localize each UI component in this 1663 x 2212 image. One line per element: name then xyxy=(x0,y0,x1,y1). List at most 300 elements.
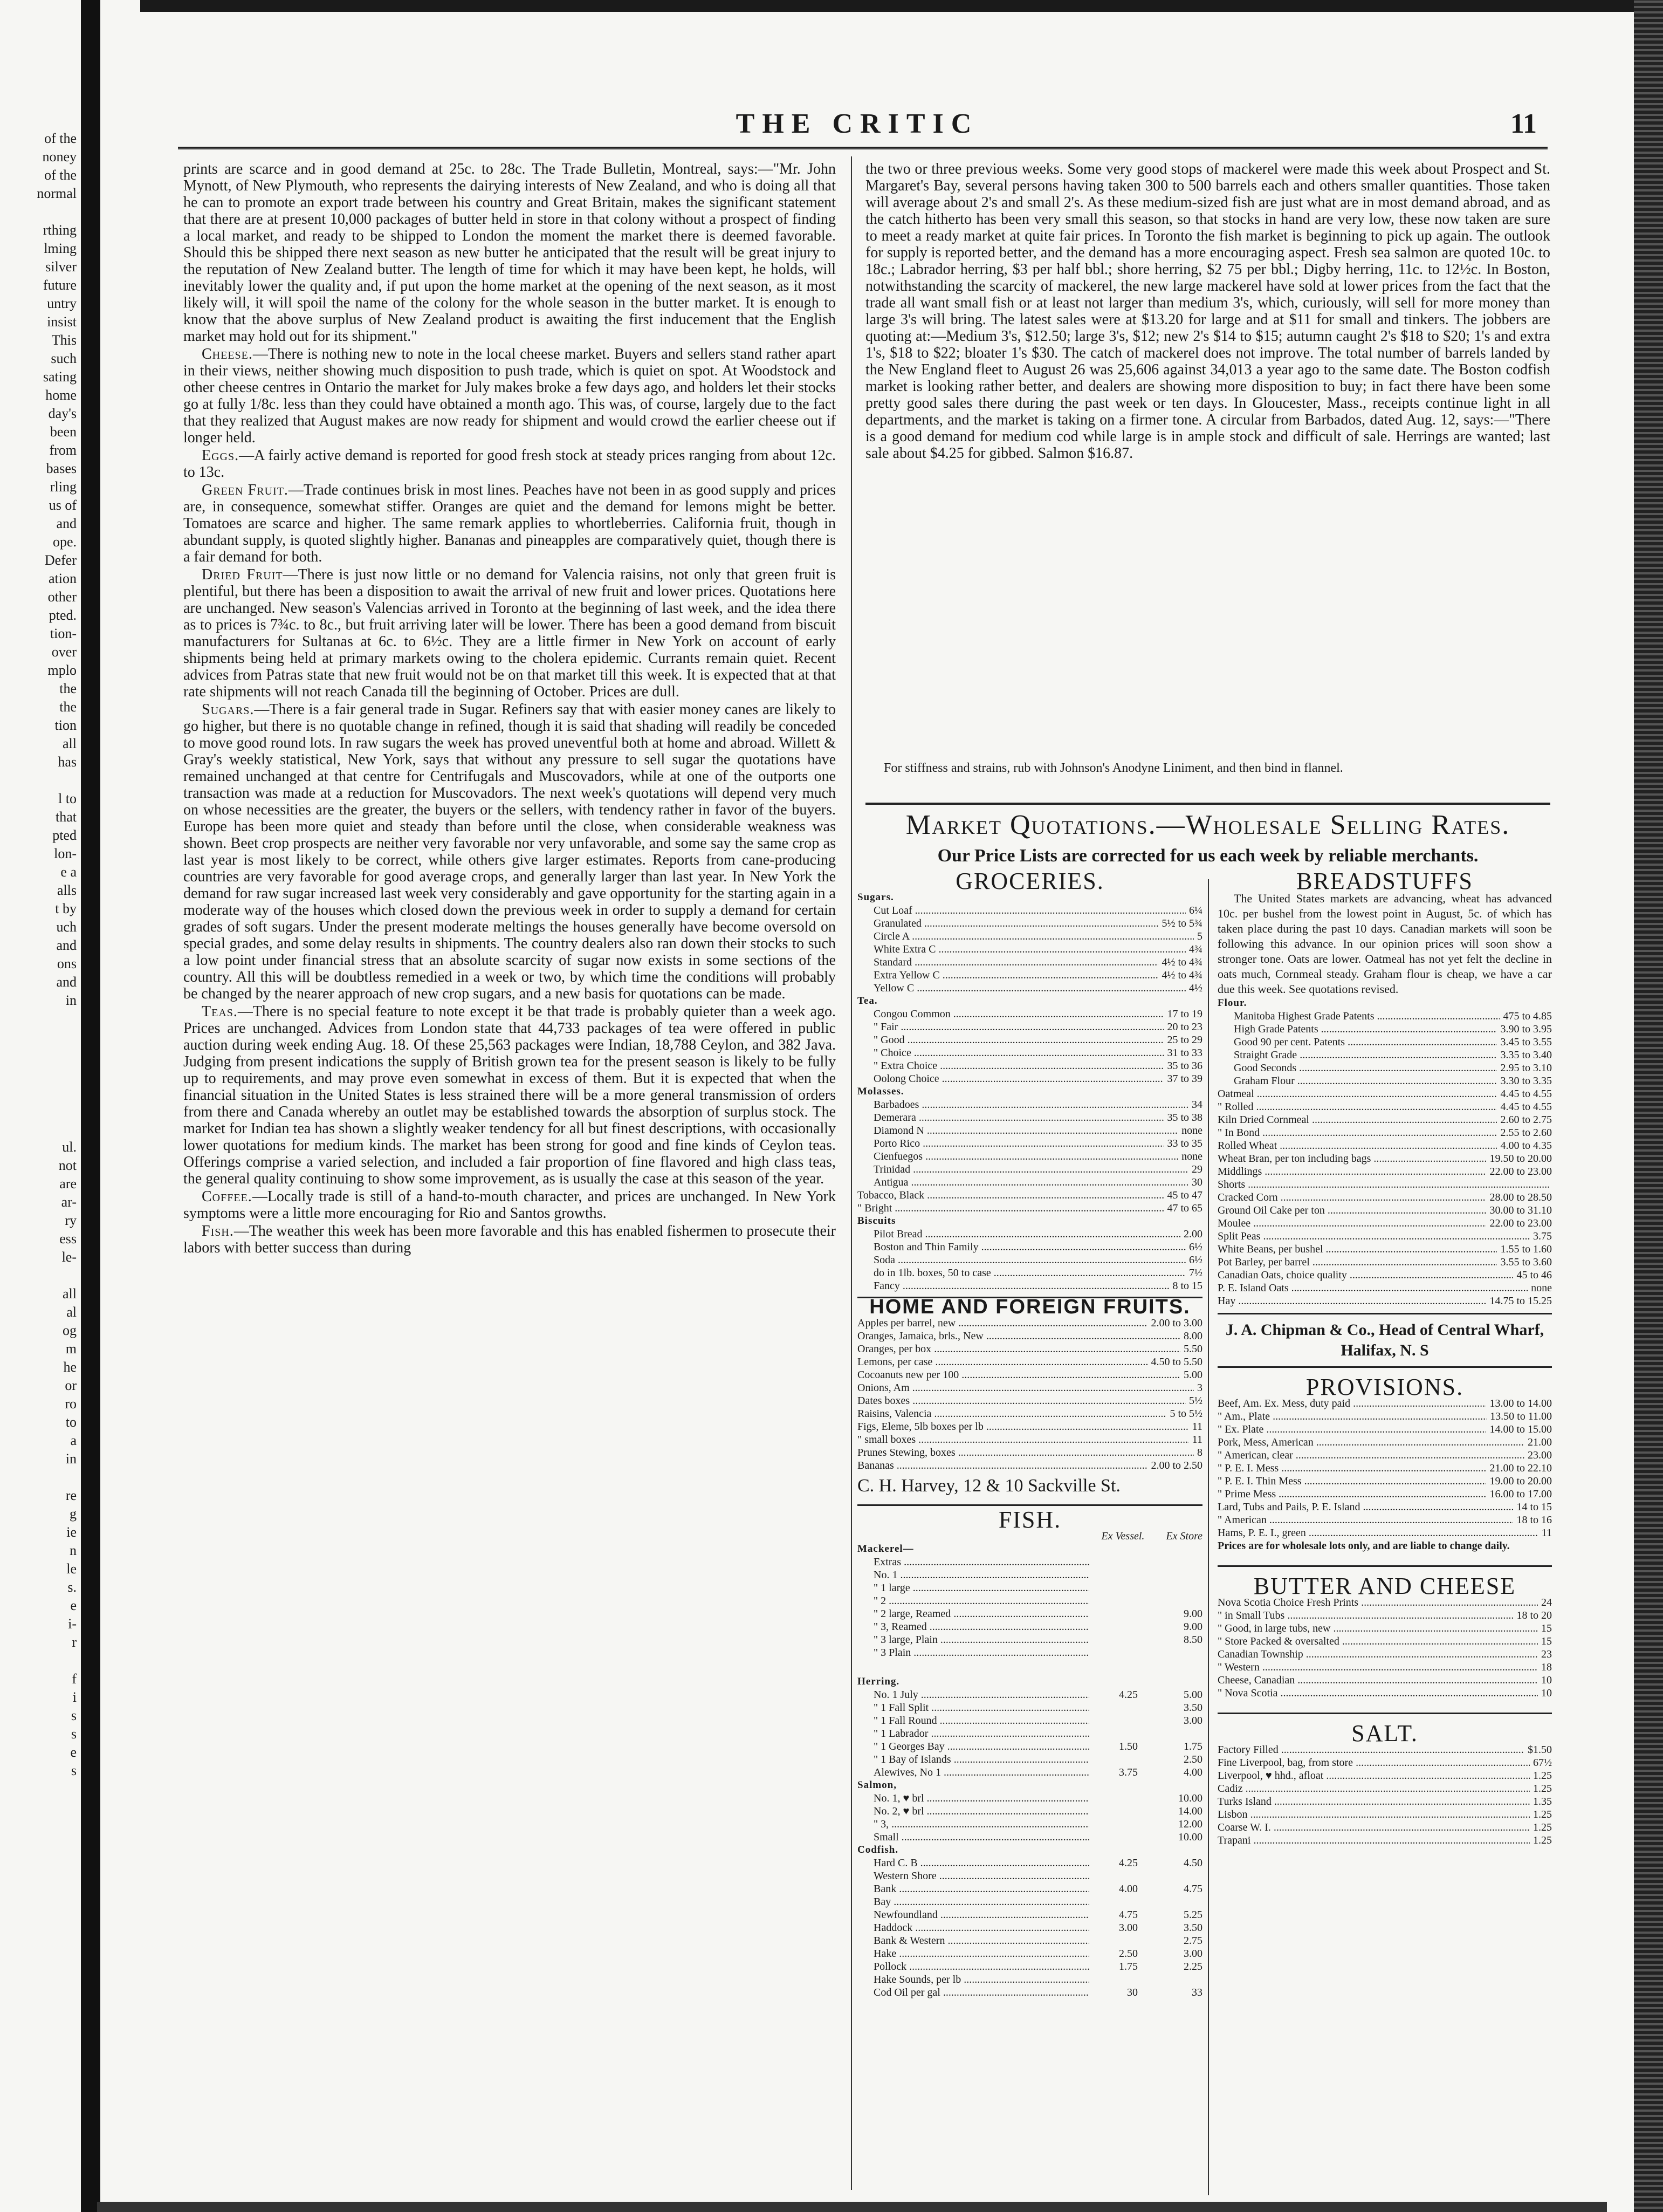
item-name: Coarse W. I. ..... xyxy=(1218,1821,1530,1834)
item-price: 18 to 16 xyxy=(1516,1514,1552,1526)
margin-fragment xyxy=(0,1065,81,1083)
ex-store-price: 2.25 xyxy=(1184,1961,1202,1973)
price-row xyxy=(1218,1423,1552,1436)
fish-name: Bay ..... xyxy=(874,1895,1089,1908)
item-price: 2.00 to 2.50 xyxy=(1151,1460,1202,1471)
item-name: Raisins, Valencia ..... xyxy=(857,1407,1166,1420)
margin-fragment: ation xyxy=(49,571,77,586)
margin-fragment: s xyxy=(71,1763,77,1778)
market-column-rule xyxy=(1208,879,1209,2195)
fish-name: Western Shore ..... xyxy=(874,1869,1089,1882)
item-name: Middlings ..... xyxy=(1218,1165,1486,1178)
item-name: Cocoanuts new per 100 ..... xyxy=(857,1368,1180,1381)
item-price: none xyxy=(1181,1150,1202,1162)
item-name: " In Bond ..... xyxy=(1218,1126,1497,1139)
margin-fragment xyxy=(0,1046,81,1065)
molasses-label: Molasses. xyxy=(857,1086,904,1097)
ex-store-price: 9.00 xyxy=(1184,1608,1202,1620)
margin-fragment: of the xyxy=(44,167,77,183)
margin-fragment xyxy=(0,203,81,221)
margin-fragment: rthing xyxy=(43,222,77,238)
fish-name: Newfoundland ..... xyxy=(874,1908,1089,1921)
fruits-title: HOME AND FOREIGN FRUITS. xyxy=(869,1296,1191,1318)
price-row xyxy=(1218,1191,1552,1204)
masthead-title: THE CRITIC xyxy=(736,108,979,139)
item-price: 1.25 xyxy=(1533,1783,1552,1795)
margin-fragment: all xyxy=(63,736,77,751)
item-price: 8 xyxy=(1197,1447,1202,1458)
fish-name: " 2 ..... xyxy=(874,1594,1089,1607)
item-price: 30.00 to 31.10 xyxy=(1489,1204,1552,1216)
fish-price-row xyxy=(857,1831,1202,1844)
item-price: 4.45 to 4.55 xyxy=(1500,1088,1552,1100)
fish-name: " 1 Georges Bay ..... xyxy=(874,1740,1089,1753)
ex-vessel-price xyxy=(1089,1973,1138,1986)
codfish-label: Codfish. xyxy=(857,1844,899,1855)
price-row xyxy=(857,1241,1202,1254)
margin-fragment: has xyxy=(58,754,77,770)
ex-vessel-price xyxy=(1089,1556,1138,1569)
item-price: 13.50 to 11.00 xyxy=(1490,1410,1552,1422)
fish-continued: the two or three previous weeks. Some very good stops of mackerel were made this week about Prospect and St. Margaret's Bay, several persons having taken 300 to 500 barrels each and others smaller quantities. Those taken will average about 2's and small 2's. As these medium-sized fish are just what are in most demand abroad, and as the catch hitherto has been very small this season, so that stocks in hand are very low, these now taken are sure to meet a ready market at quite fair prices. In Toronto the fish market is beginning to pick up again. The outlook for supply is reported better, and the demand has a more encouraging aspect. Fresh sea salmon are quoted 10c. to 18c.; Labrador herring, $3 per half bbl.; shore herring, $2 75 per bbl.; Digby herring, 11c. to 12½c. In Boston, notwithstanding the scarcity of mackerel, the new large mackerel have sold at lower prices from the fact that the trade all want small fish or at least not larger than medium 3's, which, curiously, will sell for more money than large 3's will bring. The latest sales were at $13.20 for large and at $11 for small and tinkers. The jobbers are quoting at:—Medium 3's, $12.50; large 3's, $12; new 2's $14 to $15; autumn caught 2's $18 to $20; 1's and extra 1's, $18 to $22; bloater 1's $30. The catch of mackerel does not improve. The total number of barrels landed by the New England fleet to August 26 was 25,606 against 34,013 a year ago to the same date. The Boston codfish market is looking rather better, and dealers are showing more disposition to buy; in fact there have been some pretty good sales there during the past week or ten days. In Gloucester, Mass., receipts continue light in all departments, and the market is taking on a firmer tone. A circular from Barbados, dated Aug. 12, says:—"There is a good demand for medium cod while large is in ample stock and difficult of sale. Herrings are wanted; last sale about $4.25 for gibbed. Salmon $16.87. xyxy=(865,161,1550,462)
item-price: 3.30 to 3.35 xyxy=(1500,1075,1552,1087)
item-price: 3.55 to 3.60 xyxy=(1500,1256,1552,1268)
dried-fruit-paragraph xyxy=(183,566,836,700)
molasses-list xyxy=(857,1098,1202,1189)
item-price: $1.50 xyxy=(1528,1744,1552,1756)
margin-fragment: noney xyxy=(42,149,77,165)
fish-name: Small ..... xyxy=(874,1831,1089,1844)
margin-fragment: not xyxy=(58,1158,77,1173)
ex-vessel-price: 1.50 xyxy=(1119,1741,1138,1752)
item-price: 25 to 29 xyxy=(1167,1034,1202,1046)
margin-fragment: mplo xyxy=(47,662,77,678)
fish-name: No. 1 ..... xyxy=(874,1569,1089,1581)
dried-fruit-heading: Dried Fruit xyxy=(202,566,283,583)
item-price: 35 to 36 xyxy=(1167,1060,1202,1072)
margin-fragment: e a xyxy=(60,864,77,880)
ex-store-price xyxy=(1138,1973,1202,1986)
ex-vessel-price xyxy=(1089,1633,1138,1646)
item-price: 6½ xyxy=(1189,1254,1202,1266)
price-row xyxy=(857,1124,1202,1137)
market-title: Market Quotations.—Wholesale Selling Rates. xyxy=(905,810,1510,840)
price-row xyxy=(1218,1230,1552,1243)
item-name: " Prime Mess ..... xyxy=(1218,1488,1486,1501)
margin-fragment: i xyxy=(72,1689,77,1705)
ex-store-price xyxy=(1138,1594,1202,1607)
item-name: Beef, Am. Ex. Mess, duty paid ..... xyxy=(1218,1397,1486,1410)
price-row xyxy=(1218,1635,1552,1648)
item-name: " Rolled ..... xyxy=(1218,1100,1497,1113)
item-price: 17 to 19 xyxy=(1167,1008,1202,1020)
item-price: 4.00 to 4.35 xyxy=(1500,1140,1552,1152)
price-row xyxy=(857,1407,1202,1420)
margin-fragment xyxy=(0,1120,81,1138)
item-name: " American ..... xyxy=(1218,1514,1513,1526)
fish-name: Bank ..... xyxy=(874,1882,1089,1895)
ex-vessel-price: 4.00 xyxy=(1119,1883,1138,1895)
ex-store-price xyxy=(1138,1646,1202,1659)
ex-store-price: 33 xyxy=(1192,1987,1202,1998)
margin-fragment: ess xyxy=(59,1231,77,1247)
fish-name: " 1 Fall Round ..... xyxy=(874,1714,1089,1727)
salt-title: SALT. xyxy=(1351,1720,1418,1747)
margin-fragment: and xyxy=(56,516,77,531)
ex-store-price xyxy=(1138,1727,1202,1740)
item-name: Apples per barrel, new ..... xyxy=(857,1317,1147,1330)
breadstuffs-title: BREADSTUFFS xyxy=(1296,868,1473,894)
item-price xyxy=(1549,1178,1552,1191)
fish-price-row xyxy=(857,1620,1202,1633)
fish-name: " 1 large ..... xyxy=(874,1581,1089,1594)
item-price: 5.00 xyxy=(1184,1369,1202,1381)
ex-vessel-price: 30 xyxy=(1127,1987,1138,1998)
margin-fragment xyxy=(0,771,81,790)
item-price: 24 xyxy=(1541,1597,1552,1608)
item-price: 4½ xyxy=(1189,982,1202,994)
ex-vessel-price xyxy=(1089,1934,1138,1947)
margin-fragment: insist xyxy=(47,314,77,330)
column-rule xyxy=(851,156,852,2190)
price-row xyxy=(1218,1526,1552,1539)
item-name: Prunes Stewing, boxes ..... xyxy=(857,1446,1194,1459)
margin-fragment: This xyxy=(51,332,77,348)
item-name: Liverpool, ♥ hhd., afloat ..... xyxy=(1218,1769,1530,1782)
price-row xyxy=(857,1098,1202,1111)
price-row xyxy=(1218,1475,1552,1488)
item-price: 2.55 to 2.60 xyxy=(1500,1127,1552,1139)
margin-fragment xyxy=(0,1266,81,1285)
ex-vessel-price xyxy=(1089,1805,1138,1818)
ex-vessel-price: 2.50 xyxy=(1119,1948,1138,1960)
item-price: 1.25 xyxy=(1533,1834,1552,1846)
ex-vessel-price xyxy=(1089,1869,1138,1882)
margin-fragment: g xyxy=(70,1506,77,1522)
margin-fragment: lon- xyxy=(54,846,77,861)
price-row xyxy=(1218,1243,1552,1256)
item-price: 3.35 to 3.40 xyxy=(1500,1049,1552,1061)
fish-name: Pollock ..... xyxy=(874,1960,1089,1973)
binding-shadow xyxy=(81,0,100,2212)
fish-name: No. 2, ♥ brl ..... xyxy=(874,1805,1089,1818)
tobacco-list xyxy=(857,1189,1202,1215)
left-page-fragments xyxy=(0,129,81,1780)
margin-fragment xyxy=(0,1652,81,1670)
price-row xyxy=(1218,1622,1552,1635)
butter-title: BUTTER AND CHEESE xyxy=(1253,1573,1516,1599)
price-row xyxy=(857,1202,1202,1215)
item-name: High Grade Patents ..... xyxy=(1234,1023,1497,1036)
fish-text: —The weather this week has been more favorable and this has enabled fishermen to prosecute their labors with better success than during xyxy=(183,1223,836,1256)
provisions-rule xyxy=(1218,1366,1552,1368)
fish-price-row xyxy=(857,1581,1202,1594)
item-name: Fine Liverpool, bag, from store ..... xyxy=(1218,1756,1530,1769)
item-name: Good Seconds ..... xyxy=(1234,1062,1497,1074)
margin-fragment: pted. xyxy=(49,607,77,623)
fish-name: " 3, ..... xyxy=(874,1818,1089,1831)
margin-fragment: silver xyxy=(45,259,77,275)
price-row xyxy=(1218,1074,1552,1087)
price-row xyxy=(857,969,1202,982)
price-row xyxy=(1218,1295,1552,1307)
price-row xyxy=(1218,1743,1552,1756)
fish-price-row xyxy=(857,1594,1202,1607)
fish-name: " 1 Bay of Islands ..... xyxy=(874,1753,1089,1766)
margin-fragment: ro xyxy=(65,1396,77,1412)
price-row xyxy=(1218,1462,1552,1475)
item-price: 11 xyxy=(1192,1434,1202,1446)
item-price: 16.00 to 17.00 xyxy=(1489,1488,1552,1500)
margin-fragment: other xyxy=(47,589,77,605)
flour-list xyxy=(1218,1010,1552,1087)
item-price: 1.25 xyxy=(1533,1821,1552,1833)
fish-price-row xyxy=(857,1688,1202,1701)
item-price: 5½ xyxy=(1189,1395,1202,1407)
ex-vessel-price xyxy=(1089,1620,1138,1633)
price-row xyxy=(1218,1010,1552,1023)
item-price: 10 xyxy=(1541,1687,1552,1699)
margin-fragment: a xyxy=(70,1433,77,1448)
item-price: 45 to 47 xyxy=(1167,1189,1202,1201)
price-row xyxy=(1218,1023,1552,1036)
item-price: 3 xyxy=(1197,1382,1202,1394)
item-name: " in Small Tubs ..... xyxy=(1218,1609,1513,1622)
item-name: Trinidad ..... xyxy=(874,1163,1188,1176)
item-name: Barbadoes ..... xyxy=(874,1098,1188,1111)
ex-vessel-price xyxy=(1089,1581,1138,1594)
item-price: 45 to 46 xyxy=(1516,1269,1552,1281)
fish-rule xyxy=(857,1504,1202,1506)
item-name: Pilot Bread ..... xyxy=(874,1228,1180,1241)
margin-fragment: tion- xyxy=(50,626,77,641)
item-name: Factory Filled ..... xyxy=(1218,1743,1524,1756)
market-subtitle: Our Price Lists are corrected for us each week by reliable merchants. xyxy=(937,846,1479,866)
item-name: Demerara ..... xyxy=(874,1111,1164,1124)
fish-paragraph xyxy=(183,1223,836,1256)
ex-store-price: 14.00 xyxy=(1178,1805,1202,1817)
item-name: Hams, P. E. I., green ..... xyxy=(1218,1526,1538,1539)
item-name: Pot Barley, per barrel ..... xyxy=(1218,1256,1497,1269)
item-price: 475 to 4.85 xyxy=(1503,1010,1552,1022)
item-name: Rolled Wheat ..... xyxy=(1218,1139,1497,1152)
item-price: 15 xyxy=(1541,1622,1552,1634)
margin-fragment: s xyxy=(71,1708,77,1723)
item-price: 4¾ xyxy=(1189,943,1202,955)
margin-fragment: are xyxy=(59,1176,77,1191)
fish-name: Alewives, No 1 ..... xyxy=(874,1766,1089,1779)
price-row xyxy=(1218,1449,1552,1462)
price-row xyxy=(857,956,1202,969)
item-name: " Nova Scotia ..... xyxy=(1218,1687,1538,1700)
margin-fragment: i- xyxy=(68,1616,77,1632)
item-price: 7½ xyxy=(1189,1267,1202,1279)
ex-vessel-price xyxy=(1089,1895,1138,1908)
ex-vessel-price: 3.00 xyxy=(1119,1922,1138,1934)
fish-name: Hake ..... xyxy=(874,1947,1089,1960)
price-row xyxy=(1218,1821,1552,1834)
margin-fragment: in xyxy=(65,1451,77,1467)
salmon-list xyxy=(857,1792,1202,1844)
price-row xyxy=(857,1433,1202,1446)
item-price: 11 xyxy=(1541,1527,1552,1539)
price-row xyxy=(857,1266,1202,1279)
codfish-list xyxy=(857,1857,1202,1999)
item-name: Granulated ..... xyxy=(874,917,1158,930)
cheese-text: —There is nothing new to note in the local cheese market. Buyers and sellers stand rather apart in their views, neither showing much disposition to push trade, which is quiet on spot. At Woodstock and other cheese centres in Ontario the market for July makes broke a few days ago, and holders let their stocks go at fully 1/8c. less than they could have obtained a month ago. This was, of course, largely due to the fact that they realized that August makes are now ready for shipment and would crowd the earlier cheese out if longer held. xyxy=(183,346,836,446)
item-price: 6¼ xyxy=(1189,905,1202,916)
item-name: Canadian Township ..... xyxy=(1218,1648,1538,1661)
item-price: 35 to 38 xyxy=(1167,1112,1202,1124)
price-row xyxy=(1218,1397,1552,1410)
scan-right-edge xyxy=(1634,0,1663,2212)
price-row xyxy=(857,1446,1202,1459)
ex-vessel-price: 3.75 xyxy=(1119,1766,1138,1778)
fish-price-row xyxy=(857,1701,1202,1714)
margin-fragment: in xyxy=(65,992,77,1008)
margin-fragment: alls xyxy=(57,882,77,898)
price-row xyxy=(857,1137,1202,1150)
margin-fragment: rling xyxy=(50,479,77,495)
price-row xyxy=(857,1059,1202,1072)
price-row xyxy=(1218,1165,1552,1178)
fish-price-row xyxy=(857,1646,1202,1659)
fish-price-row xyxy=(857,1569,1202,1581)
item-price: 18 to 20 xyxy=(1516,1610,1552,1621)
margin-fragment xyxy=(0,1101,81,1120)
fish-name: " 3 large, Plain ..... xyxy=(874,1633,1089,1646)
coffee-paragraph xyxy=(183,1188,836,1222)
item-name: Onions, Am ..... xyxy=(857,1381,1194,1394)
price-row xyxy=(857,1072,1202,1085)
scan-top-edge xyxy=(140,0,1663,12)
item-price: 5.50 xyxy=(1184,1343,1202,1355)
margin-fragment: untry xyxy=(47,296,77,311)
price-row xyxy=(1218,1256,1552,1269)
price-row xyxy=(857,1176,1202,1189)
price-row xyxy=(857,1228,1202,1241)
item-name: Circle A ..... xyxy=(874,930,1194,943)
margin-fragment: ie xyxy=(66,1524,77,1540)
provisions-title: PROVISIONS. xyxy=(1305,1374,1464,1400)
fish-name: No. 1 July ..... xyxy=(874,1688,1089,1701)
sugars-heading: Sugars. xyxy=(202,701,255,718)
item-price: 33 to 35 xyxy=(1167,1138,1202,1149)
fish-price-row xyxy=(857,1908,1202,1921)
item-name: Canadian Oats, choice quality ..... xyxy=(1218,1269,1513,1282)
margin-fragment: he xyxy=(63,1359,77,1375)
item-name: Manitoba Highest Grade Patents ..... xyxy=(1234,1010,1500,1023)
item-name: " P. E. I. Thin Mess ..... xyxy=(1218,1475,1486,1488)
item-price: none xyxy=(1181,1125,1202,1136)
fish-price-row xyxy=(857,1753,1202,1766)
ex-store-header: Ex Store xyxy=(1166,1530,1202,1542)
price-row xyxy=(1218,1139,1552,1152)
price-row xyxy=(1218,1152,1552,1165)
margin-fragment: of the xyxy=(44,131,77,146)
chipman-rule xyxy=(1218,1313,1552,1314)
item-name: " Choice ..... xyxy=(874,1046,1164,1059)
item-name: Hay ..... xyxy=(1218,1295,1486,1307)
fish-price-row xyxy=(857,1714,1202,1727)
fish-title: FISH. xyxy=(998,1506,1062,1533)
fish-price-row xyxy=(857,1921,1202,1934)
price-row xyxy=(1218,1782,1552,1795)
mackerel-label: Mackerel— xyxy=(857,1543,914,1554)
price-row xyxy=(857,1394,1202,1407)
item-name: Good 90 per cent. Patents ..... xyxy=(1234,1036,1497,1049)
item-name: Boston and Thin Family ..... xyxy=(874,1241,1186,1254)
ex-vessel-price xyxy=(1089,1594,1138,1607)
margin-fragment: tion xyxy=(54,717,77,733)
margin-fragment: over xyxy=(51,644,77,660)
price-row xyxy=(1218,1436,1552,1449)
fish-price-row xyxy=(857,1818,1202,1831)
margin-fragment: future xyxy=(43,277,77,293)
price-row xyxy=(1218,1661,1552,1674)
ex-store-price: 4.75 xyxy=(1184,1883,1202,1895)
fish-name: Cod Oil per gal ..... xyxy=(874,1986,1089,1999)
price-row xyxy=(1218,1596,1552,1609)
green-fruit-paragraph xyxy=(183,482,836,565)
item-name: Cut Loaf ..... xyxy=(874,904,1186,917)
item-name: Antigua ..... xyxy=(874,1176,1188,1189)
item-name: Oolong Choice ..... xyxy=(874,1072,1164,1085)
margin-fragment: all xyxy=(63,1286,77,1302)
article-column-1 xyxy=(183,161,836,1257)
item-price: 20 to 23 xyxy=(1167,1021,1202,1033)
market-left-column xyxy=(857,868,1202,1999)
sugars-text: —There is a fair general trade in Sugar. Refiners say that with easier money canes are likely to go higher, but there is no quotable change in refined, though it is said that shading will readily be conceded to move good round lots. In raw sugars the week has proved uneventful both at home and abroad. Willett & Gray's weekly statistical, New York, says that without any pressure to sell sugar the quotations have remained unchanged at that centre for Centrifugals and Muscovadors, while at one of the outports one transaction was made at a reduction for Muscovadors. The next week's quotations will depend very much on whose necessities are the greater, the buyers or the sellers, with tendency rather in favor of the buyers. Europe has been more quiet and steady than before until the close, when considerable weakness was shown. Beet crop prospects are neither very favorable nor very unfavorable, and some say the same crop as last year is most likely to be correct, while others give larger estimates. Reports from cane-producing countries are very favorable for good average crops, and generally larger than last year. In New York the demand for raw sugar increased last week very considerably and gave opportunity for the starting again in a moderate way of the houses which closed down the previous week in order to supply a demand for certain grades of soft sugars. Under the present moderate meltings the houses generally have become oversold on special grades, and some delay results in shipments. The country dealers also ran down their stocks to such a low point under financial stress that an absolute scarcity of sugar now exists in some sections of the country. All this will be doubtless remedied in a week or two, by which time the conditions will probably be changed by the nearer approach of new crop sugars, and a new basis for quotations can be made. xyxy=(183,701,836,1002)
margin-fragment: Defer xyxy=(44,552,77,568)
margin-fragment: ar- xyxy=(61,1194,77,1210)
item-price: 22.00 to 23.00 xyxy=(1489,1166,1552,1177)
margin-fragment: ope. xyxy=(52,534,77,550)
price-row xyxy=(857,930,1202,943)
margin-fragment xyxy=(0,1010,81,1028)
margin-fragment: from xyxy=(49,442,77,458)
ex-store-price: 10.00 xyxy=(1178,1792,1202,1804)
item-name: Figs, Eleme, 5lb boxes per lb ..... xyxy=(857,1420,1189,1433)
fish-price-row xyxy=(857,1895,1202,1908)
cheese-paragraph xyxy=(183,346,836,446)
price-row xyxy=(1218,1674,1552,1687)
cheese-heading: Cheese. xyxy=(202,346,253,362)
item-price: 4½ to 4¾ xyxy=(1162,969,1202,981)
price-row xyxy=(857,1189,1202,1202)
item-name: " P. E. I. Mess ..... xyxy=(1218,1462,1486,1475)
fish-name: " 1 Labrador ..... xyxy=(874,1727,1089,1740)
margin-fragment: the xyxy=(59,699,77,715)
fish-name: Hake Sounds, per lb ..... xyxy=(874,1973,1089,1986)
fish-name: " 3, Reamed ..... xyxy=(874,1620,1089,1633)
fish-price-row xyxy=(857,1740,1202,1753)
item-price: 23.00 xyxy=(1528,1449,1552,1461)
price-row xyxy=(1218,1795,1552,1808)
item-name: Turks Island ..... xyxy=(1218,1795,1530,1808)
fish-name: Extras ..... xyxy=(874,1556,1089,1569)
price-row xyxy=(1218,1488,1552,1501)
price-row xyxy=(1218,1113,1552,1126)
masthead-rule xyxy=(178,147,1548,149)
butter-list xyxy=(1218,1596,1552,1700)
tea-label: Tea. xyxy=(857,995,878,1006)
item-name: Cracked Corn ..... xyxy=(1218,1191,1486,1204)
margin-fragment: le xyxy=(66,1561,77,1577)
fish-price-row xyxy=(857,1805,1202,1818)
item-name: Lard, Tubs and Pails, P. E. Island ..... xyxy=(1218,1501,1513,1514)
price-row xyxy=(1218,1648,1552,1661)
